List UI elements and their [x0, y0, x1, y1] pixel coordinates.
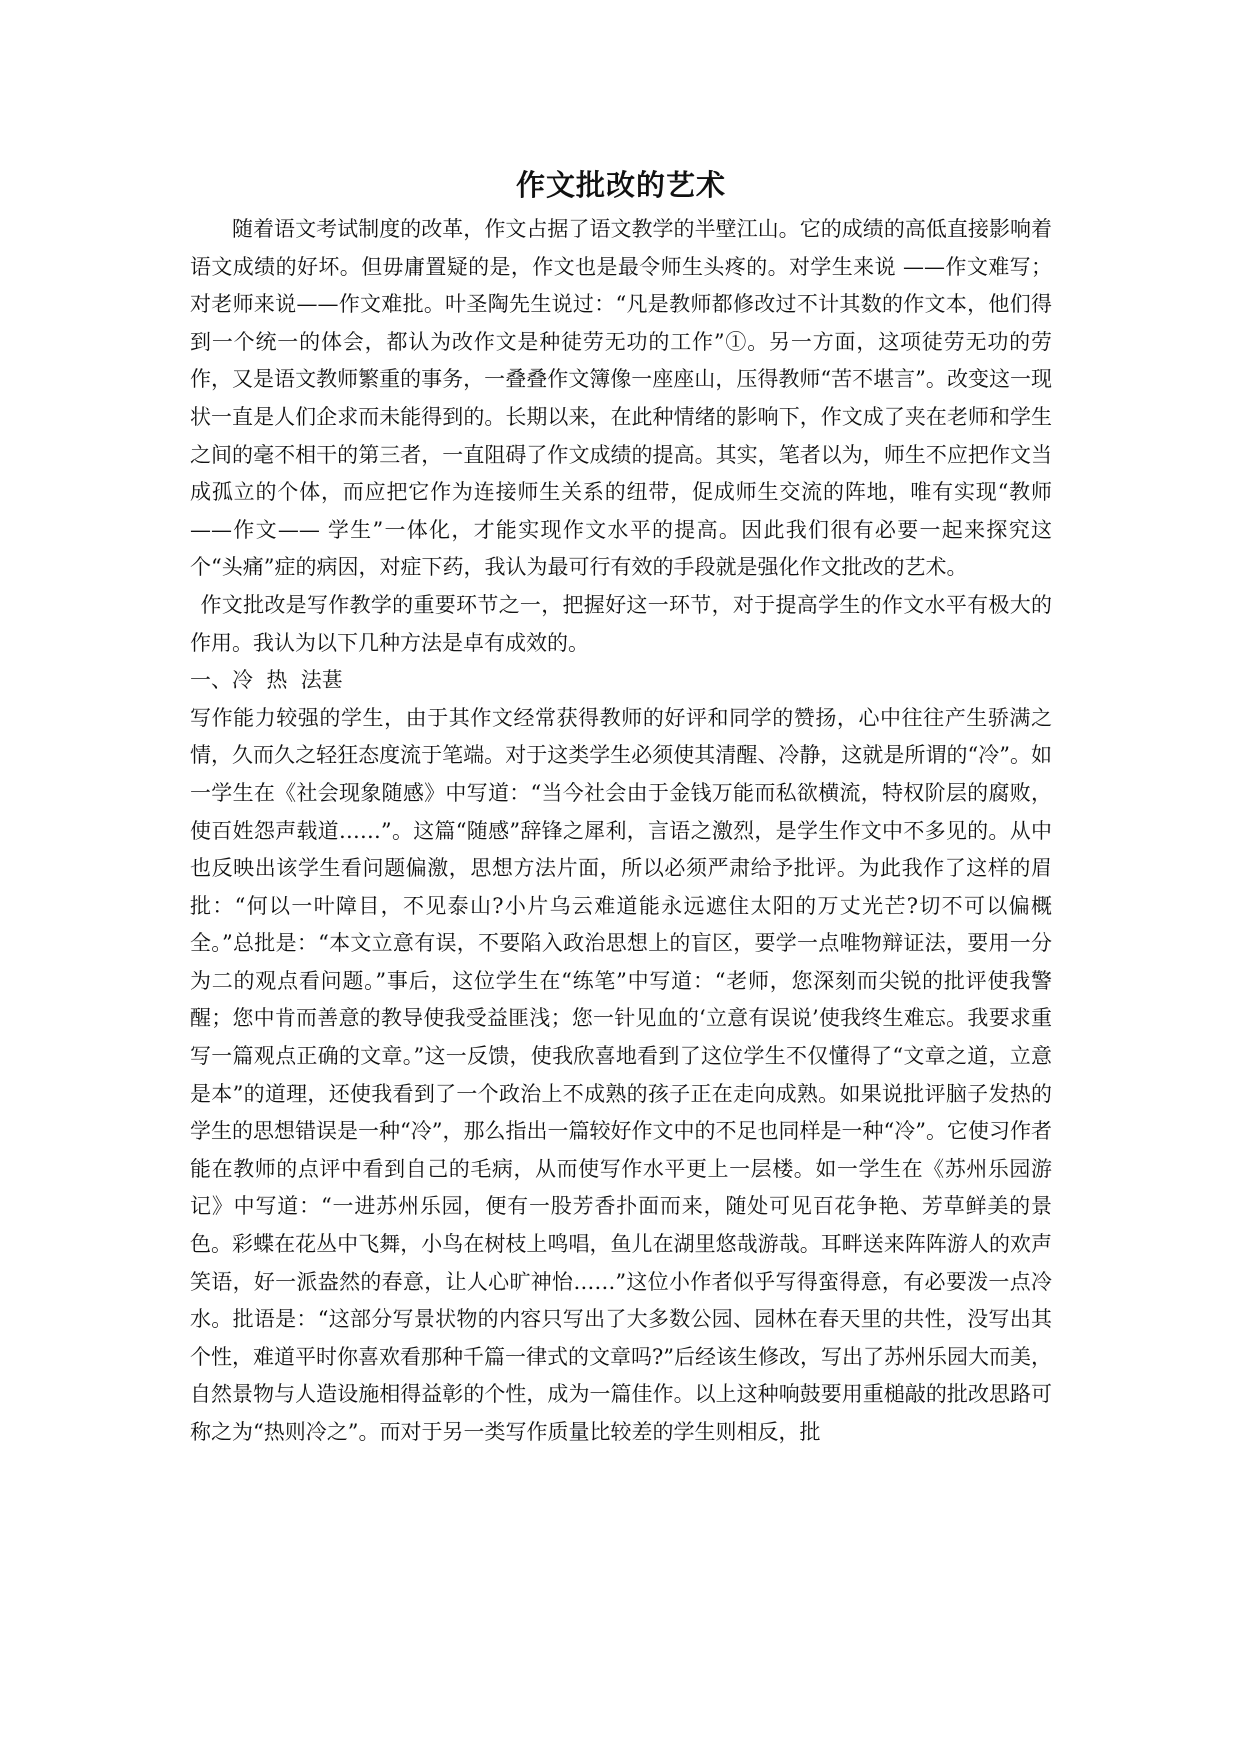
- method-intro-paragraph: 作文批改是写作教学的重要环节之一，把握好这一环节，对于提高学生的作文水平有极大的作用。我认为以下几种方法是卓有成效的。: [190, 592, 1052, 655]
- intro-paragraph: 随着语文考试制度的改革，作文占据了语文教学的半壁江山。它的成绩的高低直接影响着语文成绩的好坏。但毋庸置疑的是，作文也是最令师生头疼的。对学生来说 ——作文难写；对老师来说——作文难批。叶圣陶先生说过：“凡是教师都修改过不计其数的作文本，他们得到一个统一的体会，都认为改作文是种徒劳无功的工作”①。另一方面，这项徒劳无功的劳作，又是语文教师繁重的事务，一叠叠作文簿像一座座山，压得教师“苦不堪言”。改变这一现状一直是人们企求而未能得到的。长期以来，在此种情绪的影响下，作文成了夹在老师和学生之间的毫不相干的第三者，一直阻碍了作文成绩的提高。其实，笔者以为，师生不应把作文当成孤立的个体，而应把它作为连接师生关系的纽带，促成师生交流的阵地，唯有实现“教师——作文—— 学生”一体化，才能实现作文水平的提高。因此我们很有必要一起来探究这个“头痛”症的病因，对症下药，我认为最可行有效的手段就是强化作文批改的艺术。: [190, 217, 1052, 580]
- document-title: 作文批改的艺术: [515, 168, 726, 202]
- section-heading: 一、冷 热 法葚: [190, 668, 343, 693]
- section-body-paragraph: 写作能力较强的学生，由于其作文经常获得教师的好评和同学的赞扬，心中往往产生骄满之情，久而久之轻狂态度流于笔端。对于这类学生必须使其清醒、冷静，这就是所谓的“冷”。如一学生在《社会现象随感》中写道：“当今社会由于金钱万能而私欲横流，特权阶层的腐败，使百姓怨声载道……”。这篇“随感”辞锋之犀利，言语之激烈，是学生作文中不多见的。从中也反映出该学生看问题偏激，思想方法片面，所以必须严肃给予批评。为此我作了这样的眉批：“何以一叶障目，不见泰山?小片乌云难道能永远遮住太阳的万丈光芒?切不可以偏概全。”总批是：“本文立意有误，不要陷入政治思想上的盲区，要学一点唯物辩证法，要用一分为二的观点看问题。”事后，这位学生在“练笔”中写道：“老师，您深刻而尖锐的批评使我警醒；您中肯而善意的教导使我受益匪浅；您一针见血的‘立意有误说’使我终生难忘。我要求重写一篇观点正确的文章。”这一反馈，使我欣喜地看到了这位学生不仅懂得了“文章之道，立意是本”的道理，还使我看到了一个政治上不成熟的孩子正在走向成熟。如果说批评脑子发热的学生的思想错误是一种“冷”，那么指出一篇较好作文中的不足也同样是一种“冷”。它使习作者能在教师的点评中看到自己的毛病，从而使写作水平更上一层楼。如一学生在《苏州乐园游记》中写道：“一进苏州乐园，便有一股芳香扑面而来，随处可见百花争艳、芳草鲜美的景色。彩蝶在花丛中飞舞，小鸟在树枝上鸣唱，鱼儿在湖里悠哉游哉。耳畔送来阵阵游人的欢声笑语，好一派盎然的春意，让人心旷神怡……”这位小作者似乎写得蛮得意，有必要泼一点冷水。批语是：“这部分写景状物的内容只写出了大多数公园、园林在春天里的共性，没写出其个性，难道平时你喜欢看那种千篇一律式的文章吗?”后经该生修改，写出了苏州乐园大而美，自然景物与人造设施相得益彰的个性，成为一篇佳作。以上这种响鼓要用重槌敲的批改思路可称之为“热则冷之”。而对于另一类写作质量比较差的学生则相反，批: [190, 705, 1052, 1444]
- document-page: [190, 165, 1052, 1452]
